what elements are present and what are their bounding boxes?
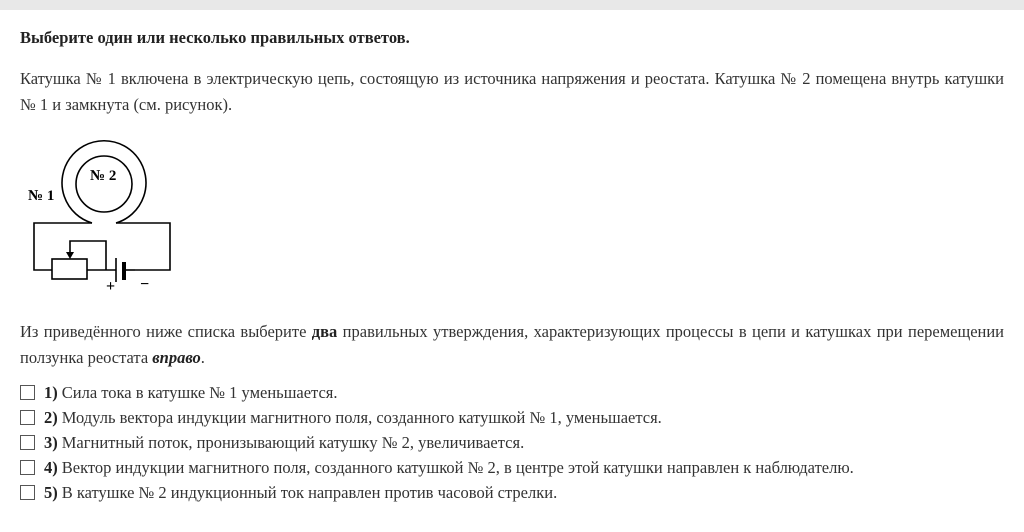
rheostat-slider-wire bbox=[70, 241, 106, 270]
rheostat bbox=[52, 259, 87, 279]
option-number: 5) bbox=[44, 482, 58, 502]
option-text: Вектор индукции магнитного поля, созданного катушкой № 2, в центре этой катушки направлен к наблюдателю. bbox=[61, 457, 854, 477]
task-text: Катушка № 1 включена в электрическую цепь, состоящую из источника напряжения и реостата. Катушка № 2 помещена внутрь катушки № 1 и замкнута (см. рисунок). bbox=[20, 69, 1004, 114]
option-number: 3) bbox=[44, 432, 58, 452]
option-number: 4) bbox=[44, 457, 58, 477]
option-number: 2) bbox=[44, 407, 58, 427]
circuit-figure bbox=[20, 134, 190, 294]
battery-plus-label: + bbox=[106, 278, 116, 294]
option-text: Магнитный поток, пронизывающий катушку № 2, увеличивается. bbox=[61, 432, 525, 452]
answer-checkbox-3[interactable] bbox=[20, 435, 35, 450]
answer-checkbox-4[interactable] bbox=[20, 460, 35, 475]
question-emphasis: вправо bbox=[152, 348, 201, 367]
battery-minus-label: − bbox=[140, 276, 150, 293]
question-part-1: Из приведённого ниже списка выберите bbox=[20, 322, 312, 341]
top-bar bbox=[0, 0, 1024, 10]
option-text: Сила тока в катушке № 1 уменьшается. bbox=[61, 382, 338, 402]
answer-options bbox=[20, 380, 1010, 505]
question-part-2: правильных утверждения, характеризующих процессы в цепи и катушках при перемещении ползунка реостата bbox=[20, 322, 1005, 367]
option-text: В катушке № 2 индукционный ток направлен против часовой стрелки. bbox=[61, 482, 558, 502]
answer-option-4[interactable] bbox=[20, 455, 1010, 480]
question-part-3: . bbox=[200, 348, 205, 367]
question-text bbox=[20, 319, 1004, 371]
circuit-diagram bbox=[20, 134, 190, 294]
answer-option-3[interactable] bbox=[20, 430, 1010, 455]
answer-checkbox-1[interactable] bbox=[20, 385, 35, 400]
rheostat-slider-arrow bbox=[66, 252, 74, 259]
answer-option-1[interactable] bbox=[20, 380, 1010, 405]
coil-2-label: № 2 bbox=[90, 168, 117, 184]
answer-checkbox-5[interactable] bbox=[20, 485, 35, 500]
option-number: 1) bbox=[44, 382, 58, 402]
coil-1-left-lead bbox=[34, 223, 92, 270]
task-header: Выберите один или несколько правильных ответов. bbox=[20, 28, 410, 47]
coil-1-label: № 1 bbox=[28, 188, 55, 204]
answer-option-2[interactable] bbox=[20, 405, 1010, 430]
option-text: Модуль вектора индукции магнитного поля, созданного катушкой № 1, уменьшается. bbox=[61, 407, 662, 427]
coil-2 bbox=[76, 156, 132, 212]
question-bold-word: два bbox=[311, 322, 338, 341]
answer-checkbox-2[interactable] bbox=[20, 410, 35, 425]
answer-option-5[interactable] bbox=[20, 480, 1010, 505]
